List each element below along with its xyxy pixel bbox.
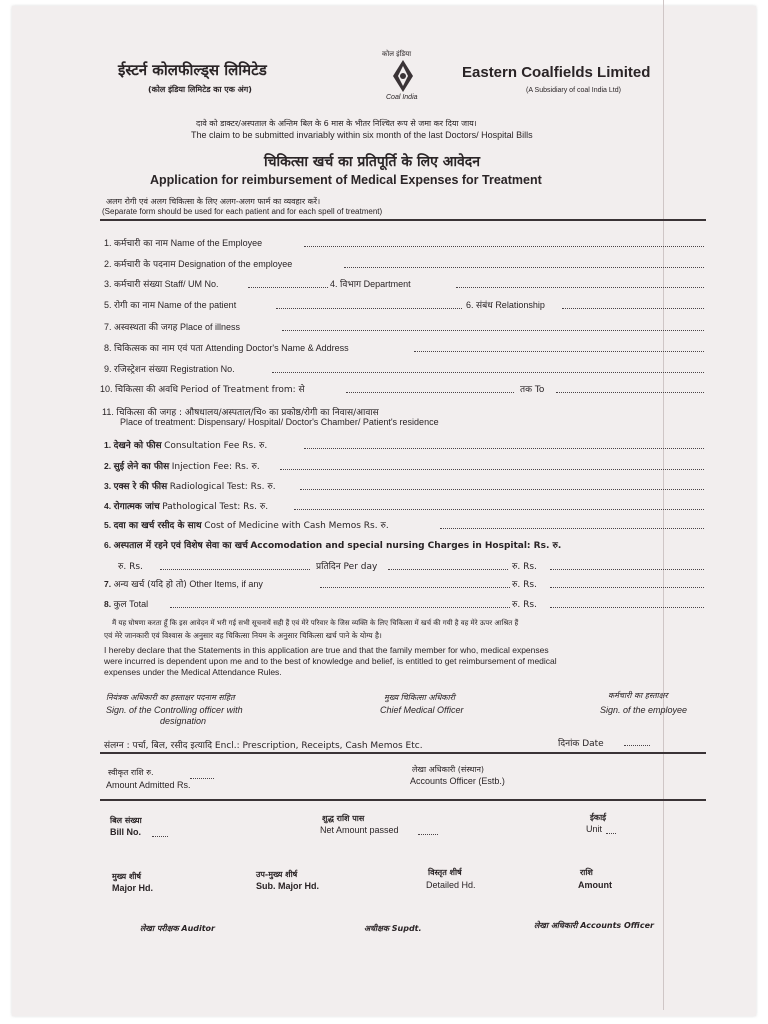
other-items-rs-label: रु. Rs. [512, 580, 537, 590]
field-doctor-label [104, 341, 349, 354]
expense-hindi: कुल [113, 600, 127, 610]
expense-accommodation-label [104, 538, 561, 551]
auditor-label: लेखा परीक्षक Auditor [140, 924, 215, 933]
expense-consultation-label [104, 438, 267, 451]
detailed-head-hindi: विस्तृत शीर्ष [428, 868, 462, 877]
field-department-label [330, 277, 411, 290]
field-patient-name-label [104, 298, 236, 311]
controlling-officer-hindi: नियंत्रक अधिकारी का हस्ताक्षर पदनाम सहित [106, 693, 235, 702]
field-number: 6. [466, 300, 474, 310]
bill-no-input[interactable] [152, 836, 168, 837]
unit-input[interactable] [606, 833, 616, 834]
field-number: 11. [102, 407, 114, 417]
employee-signature-english: Sign. of the employee [600, 705, 688, 715]
major-head-english: Major Hd. [112, 883, 154, 893]
expense-english: Injection Fee: Rs. रु. [171, 462, 260, 472]
field-hindi: कर्मचारी का नाम [114, 239, 169, 249]
field-number: 7. [104, 322, 112, 332]
field-designation-label [104, 257, 292, 270]
treatment-to-label: तक To [520, 385, 545, 395]
treatment-from-input[interactable] [346, 392, 514, 393]
date-input[interactable] [624, 745, 650, 746]
logo-text-english: Coal India [386, 94, 418, 101]
supdt-label: अधीक्षक Supdt. [364, 924, 422, 933]
subsidiary-hindi: (कोल इंडिया लिमिटेड का एक अंग) [148, 85, 252, 94]
place-of-treatment-english: Place of treatment: Dispensary/ Hospital/ Doctor's Chamber/ Patient's residence [120, 417, 439, 427]
field-english: Name of the Employee [170, 238, 263, 248]
field-hindi: चिकित्सा की जगह : औषधालय/अस्पताल/चि० का प्रकोष्ठ/रोगी का निवास/आवास [116, 408, 379, 418]
other-items-amount-input[interactable] [550, 587, 704, 588]
expense-hindi: रोगात्मक जांच [113, 502, 160, 512]
expense-hindi: देखने को फीस [113, 441, 162, 451]
accounts-officer-hindi: लेखा अधिकारी (संस्थान) [412, 765, 485, 774]
header-divider [100, 219, 706, 221]
employee-signature-hindi: कर्मचारी का हस्ताक्षर [608, 691, 668, 700]
expense-english: Radiological Test: Rs. रु. [169, 482, 276, 492]
field-hindi: कर्मचारी के पदनाम [114, 260, 176, 270]
patient-name-input[interactable] [276, 308, 462, 309]
separate-form-hindi: अलग रोगी एवं अलग चिकित्सा के लिए अलग-अलग फार्म का व्यवहार करें। [106, 197, 321, 206]
expense-hindi: दवा का खर्च रसीद के साथ [113, 521, 202, 531]
expense-hindi: अस्पताल में रहने एवं विशेष सेवा का खर्च [113, 541, 248, 551]
declaration-hindi-line-1: मैं यह घोषणा करता हूँ कि इस आवेदन में भरी गई सभी सूचनायें सही हैं एवं मेरे परिवार के जिस व्यक्ति के लिए चिकित्सा में खर्च की गयी है वह मेरे ऊपर आश्रित हैं [112, 619, 519, 627]
consultation-fee-input[interactable] [304, 448, 704, 449]
major-head-hindi: मुख्य शीर्ष [112, 872, 142, 881]
field-number: 9. [104, 364, 112, 374]
enclosures-divider [100, 752, 706, 754]
expense-number: 2. [104, 461, 112, 471]
accounts-officer-english: Accounts Officer (Estb.) [410, 776, 505, 786]
field-employee-name-label [104, 236, 262, 249]
staff-no-input[interactable] [248, 287, 328, 288]
expense-number: 5. [104, 520, 112, 530]
expense-english: Consultation Fee Rs. रु. [164, 441, 268, 451]
medicine-cost-input[interactable] [440, 528, 704, 529]
expense-hindi: सुई लेने का फीस [113, 462, 170, 472]
field-hindi: रजिस्ट्रेशन संख्या [114, 365, 168, 375]
expense-medicine-label [104, 518, 389, 531]
expense-number: 6. [104, 540, 112, 550]
date-label: दिनांक Date [558, 739, 604, 749]
treatment-to-input[interactable] [556, 392, 704, 393]
expense-number: 4. [104, 501, 112, 511]
detailed-head-english: Detailed Hd. [426, 880, 476, 890]
expense-total-label [104, 597, 148, 610]
field-hindi: चिकित्सक का नाम एवं पता [114, 344, 203, 354]
injection-fee-input[interactable] [280, 469, 704, 470]
field-english: Place of illness [179, 322, 240, 332]
expense-english: Other Items, if any [189, 579, 263, 589]
field-hindi: कर्मचारी संख्या [114, 280, 163, 290]
net-amount-input[interactable] [418, 834, 438, 835]
field-registration-label [104, 362, 235, 375]
amount-admitted-english: Amount Admitted Rs. [106, 780, 191, 790]
field-english: Period of Treatment from: से [180, 385, 305, 395]
field-hindi: संबंध [476, 301, 493, 311]
amount-hindi: राशि [580, 868, 593, 877]
field-place-of-illness-label [104, 320, 240, 333]
field-hindi: चिकित्सा की अवधि [115, 385, 179, 395]
expense-english: Cost of Medicine with Cash Memos Rs. रु. [204, 521, 389, 531]
field-english: Name of the patient [157, 300, 237, 310]
declaration-english-line-1: I hereby declare that the Statements in this application are true and that the family member for who, medical expenses [104, 645, 549, 655]
field-relationship-label [466, 298, 545, 311]
title-hindi: चिकित्सा खर्च का प्रतिपूर्ति के लिए आवेदन [264, 154, 480, 170]
expense-number: 8. [104, 599, 112, 609]
designation-input[interactable] [344, 267, 704, 268]
net-amount-hindi: शुद्ध राशि पास [322, 814, 365, 823]
expense-english: Accomodation and special nursing Charges in Hospital: Rs. रु. [250, 541, 562, 551]
field-number: 3. [104, 279, 112, 289]
doctor-name-input[interactable] [414, 351, 704, 352]
per-day-rate-input[interactable] [160, 569, 310, 570]
per-day-rate-rs-label: रु. Rs. [118, 562, 143, 572]
bill-no-hindi: बिल संख्या [110, 816, 142, 825]
per-day-total-rs-label: रु. Rs. [512, 562, 537, 572]
cmo-hindi: मुख्य चिकित्सा अधिकारी [384, 693, 455, 702]
enclosures-label: संलग्न : पर्चा, बिल, रसीद इत्यादि Encl.: Prescription, Receipts, Cash Memos Etc. [104, 741, 423, 751]
office-divider [100, 799, 706, 801]
expense-english: Pathological Test: Rs. रु. [162, 502, 269, 512]
unit-english: Unit [586, 824, 603, 834]
expense-number: 1. [104, 440, 112, 450]
field-hindi: रोगी का नाम [114, 301, 156, 311]
employee-name-input[interactable] [304, 246, 704, 247]
total-input[interactable] [170, 607, 510, 608]
per-day-total-input[interactable] [550, 569, 704, 570]
declaration-english-line-2: were incurred is dependent upon me and to the best of knowledge and belief, is entitled to get reimbursement of medical [104, 656, 557, 666]
expense-number: 3. [104, 481, 112, 491]
declaration-hindi-line-2: एवं मेरे जानकारी एवं विश्वास के अनुसार वह चिकित्सा नियम के अनुसार चिकित्सा खर्च पाने के योग्य है। [104, 631, 382, 640]
field-number: 5. [104, 300, 112, 310]
field-treatment-period-label [100, 382, 305, 395]
coal-india-logo [376, 50, 430, 106]
field-hindi: अस्वस्थता की जगह [114, 323, 178, 333]
amount-english: Amount [578, 880, 612, 890]
total-rs-label: रु. Rs. [512, 600, 537, 610]
amount-admitted-hindi: स्वीकृत राशि रु. [108, 768, 154, 777]
expense-pathological-label [104, 499, 268, 512]
field-staff-no-label [104, 277, 219, 290]
expense-hindi: अन्य खर्च (यदि हो तो) [113, 580, 187, 590]
field-english: Staff/ UM No. [164, 279, 219, 289]
accounts-officer-sign-label: लेखा अधिकारी Accounts Officer [534, 921, 654, 930]
claim-note-hindi: दावे को डाक्टर/अस्पताल के अन्तिम बिल के 6 मास के भीतर निश्चित रूप से जमा कर दिया जाय। [196, 119, 477, 128]
title-english: Application for reimbursement of Medical Expenses for Treatment [150, 173, 542, 187]
sub-major-head-hindi: उप-मुख्य शीर्ष [256, 870, 298, 879]
claim-note-english: The claim to be submitted invariably within six month of the last Doctors/ Hospital Bills [191, 130, 533, 140]
expense-number: 7. [104, 579, 112, 589]
declaration-english-line-3: expenses under the Medical Attendance Rules. [104, 667, 282, 677]
field-hindi: विभाग [340, 280, 362, 290]
amount-admitted-input[interactable] [190, 778, 214, 779]
field-number: 4. [330, 279, 338, 289]
expense-hindi: एक्स रे की फीस [113, 482, 168, 492]
radiological-test-input[interactable] [300, 489, 704, 490]
field-english: Department [363, 279, 411, 289]
registration-input[interactable] [272, 372, 704, 373]
field-english: Registration No. [170, 364, 235, 374]
per-day-label: प्रतिदिन Per day [316, 562, 378, 572]
field-number: 2. [104, 259, 112, 269]
net-amount-english: Net Amount passed [320, 825, 399, 835]
controlling-officer-designation: designation [160, 716, 207, 726]
total-amount-input[interactable] [550, 607, 704, 608]
field-number: 8. [104, 343, 112, 353]
field-number: 1. [104, 238, 112, 248]
controlling-officer-english: Sign. of the Controlling officer with [106, 705, 243, 715]
paper-fold-line [663, 0, 664, 1010]
subsidiary-english: (A Subsidiary of coal India Ltd) [526, 87, 621, 94]
other-items-input[interactable] [320, 587, 510, 588]
company-name-english: Eastern Coalfields Limited [462, 64, 651, 81]
unit-hindi: ईकाई [590, 813, 607, 822]
field-english: Attending Doctor's Name & Address [205, 343, 349, 353]
sub-major-head-english: Sub. Major Hd. [256, 881, 319, 891]
expense-radiological-label [104, 479, 276, 492]
place-of-illness-input[interactable] [282, 330, 704, 331]
expense-other-label [104, 577, 263, 590]
department-input[interactable] [456, 287, 704, 288]
cmo-english: Chief Medical Officer [380, 705, 464, 715]
expense-english: Total [129, 599, 149, 609]
expense-injection-label [104, 459, 260, 472]
relationship-input[interactable] [562, 308, 704, 309]
field-english: Relationship [495, 300, 545, 310]
days-input[interactable] [388, 569, 508, 570]
logo-text-hindi: कोल इंडिया [382, 50, 412, 58]
bill-no-english: Bill No. [110, 827, 141, 837]
separate-form-english: (Separate form should be used for each patient and for each spell of treatment) [102, 207, 383, 216]
pathological-test-input[interactable] [294, 509, 704, 510]
company-name-hindi: ईस्टर्न कोलफील्ड्स लिमिटेड [118, 61, 267, 79]
field-number: 10. [100, 384, 113, 394]
field-english: Designation of the employee [178, 259, 293, 269]
